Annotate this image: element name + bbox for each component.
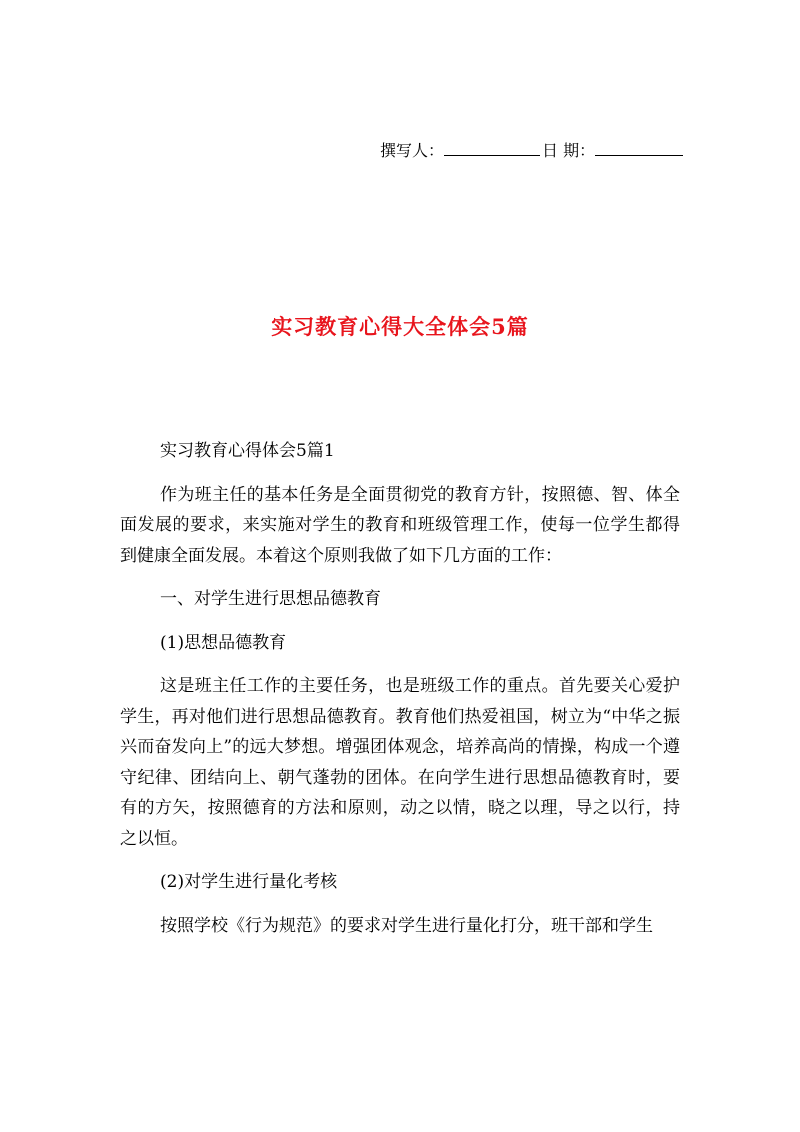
document-body: [120, 436, 680, 954]
paragraph: 作为班主任的基本任务是全面贯彻党的教育方针，按照德、智、体全面发展的要求，来实施对学生的教育和班级管理工作，使每一位学生都得到健康全面发展。本着这个原则我做了如下几方面的工作：: [120, 484, 680, 566]
subsection-heading: (2)对学生进行量化考核: [160, 872, 338, 892]
section-heading: 实习教育心得体会5篇1: [160, 441, 335, 461]
document-title: 实习教育心得大全体会5篇: [271, 314, 529, 339]
date-label: 日 期：: [542, 141, 596, 160]
author-date-line: [380, 139, 683, 163]
date-blank: [595, 139, 683, 156]
subsection-heading: (1)思想品德教育: [160, 632, 287, 653]
author-label: 撰写人：: [380, 141, 445, 160]
paragraph: 按照学校《行为规范》的要求对学生进行量化打分，班干部和学生: [160, 915, 653, 936]
subsection-heading: 一、对学生进行思想品德教育: [160, 589, 381, 609]
paragraph: 这是班主任工作的主要任务，也是班级工作的重点。首先要关心爱护学生，再对他们进行思想品德教育。教育他们热爱祖国，树立为“中华之振兴而奋发向上”的远大梦想。增强团体观念，培养高尚的情操，构成一个遵守纪律、团结向上、朝气蓬勃的团体。在向学生进行思想品德教育时，要有的方矢，按照德育的方法和原则，动之以情，晓之以理，导之以行，持之以恒。: [120, 676, 680, 849]
author-blank: [444, 139, 540, 156]
